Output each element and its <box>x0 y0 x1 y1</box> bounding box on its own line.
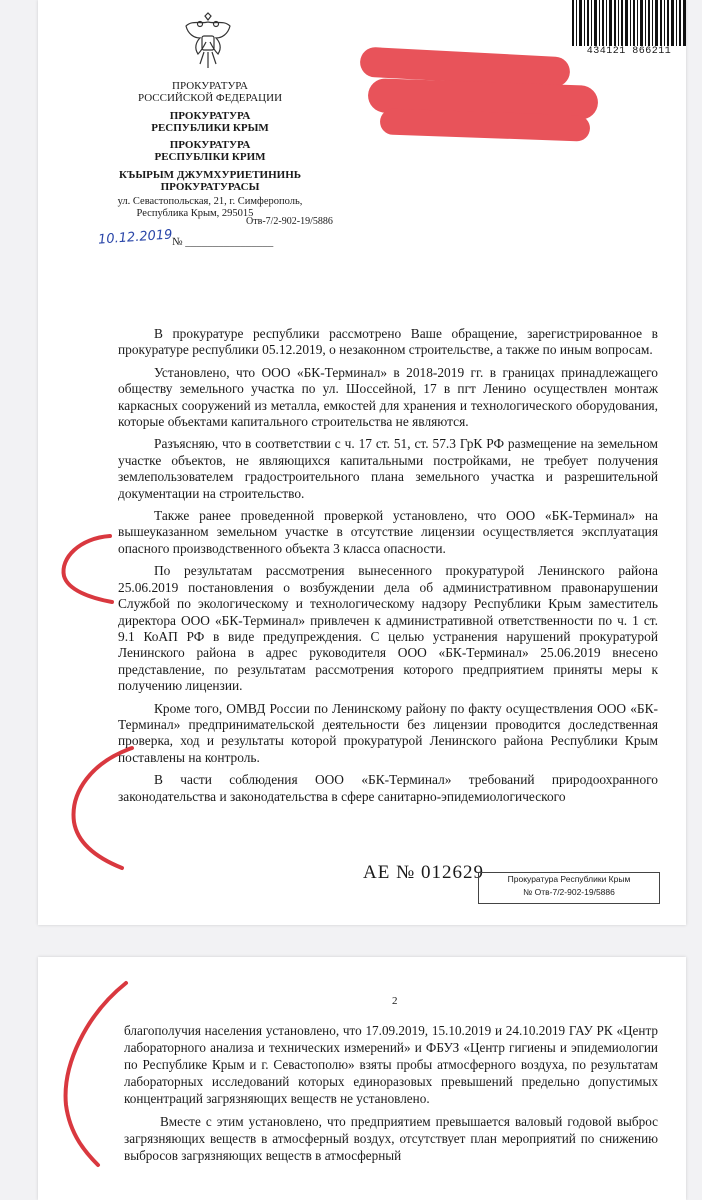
paragraph: Установлено, что ООО «БК-Терминал» в 2018-2019 гг. в границах принадлежащего обществу земельного участка по ул. Шоссейной, 17 в пгт Ленино осуществлен монтаж каркасных сооружений из металла, емкостей для хранения и технологического оборудования, которые объектами капитального строительства не являются. <box>118 364 658 430</box>
address-line-1: ул. Севастопольская, 21, г. Симферополь, <box>117 196 303 207</box>
page1-body <box>118 326 658 811</box>
paragraph: В части соблюдения ООО «БК-Терминал» требований природоохранного законодательства и законодательства в сфере санитарно-эпидемиологического <box>118 772 658 804</box>
header-org-line-3: ПРОКУРАТУРА <box>169 110 251 122</box>
handwritten-date: 10.12.2019 <box>97 227 173 248</box>
header-org-line-8: ПРОКУРАТУРАСЫ <box>160 181 260 193</box>
stamp-line-2: № Отв-7/2-902-19/5886 <box>523 887 615 897</box>
header-org-line-6: РЕСПУБЛІКИ КРИМ <box>154 151 266 163</box>
paragraph: Разъясняю, что в соответствии с ч. 17 ст. 51, ст. 57.3 ГрК РФ размещение на земельном участке объектов, не являющихся капитальными постройками, не требует получения землепользователем градостроительного плана земельного участка и разрешительной документации на строительство. <box>118 436 658 501</box>
reference-number: Отв-7/2-902-19/5886 <box>246 216 333 227</box>
paragraph: Вместе с этим установлено, что предприятием превышается валовый годовой выброс загрязняющих веществ в атмосферный воздух, отсутствует план мероприятий по снижению выбросов загрязняющих веществ в атмосферный <box>124 1114 658 1163</box>
barcode-number: 434121 866211 <box>586 46 672 57</box>
header-org-line-7: КЪЫРЫМ ДЖУМХУРИЕТИНИНЬ <box>118 169 302 181</box>
barcode-icon <box>572 0 686 46</box>
red-annotation-curve-3 <box>52 975 132 1175</box>
registration-stamp <box>478 872 660 904</box>
address-line-2: Республика Крым, 295015 <box>136 208 254 219</box>
red-annotation-curve-2 <box>62 742 142 874</box>
paragraph: По результатам рассмотрения вынесенного прокуратурой Ленинского района 25.06.2019 постановления о возбуждении дела об административном правонарушении Службой по экологическому и технологическому надзору Республики Крым заместитель директора ООО «БК-Терминал» привлечен к административной ответственности по ч. 1 ст. 9.1 КоАП РФ в виде предупреждения. С целью устранения нарушений прокуратурой Ленинского района в адрес руководителя ООО «БК-Терминал» 25.06.2019 внесено представление, по результатам рассмотрения которого предприятием приняты меры к получению лицензии. <box>118 563 658 694</box>
header-org-line-1: ПРОКУРАТУРА <box>172 80 248 92</box>
header-org-line-4: РЕСПУБЛИКИ КРЫМ <box>151 122 269 134</box>
serial-number: АЕ № 012629 <box>363 862 484 883</box>
header-org-line-5: ПРОКУРАТУРА <box>169 139 251 151</box>
stamp-line-1: Прокуратура Республики Крым <box>507 874 631 884</box>
paragraph: благополучия населения установлено, что 17.09.2019, 15.10.2019 и 24.10.2019 ГАУ РК «Центр лабораторного анализа и технических измерений» и ФБУЗ «Центр гигиены и эпидемиологии по Республике Крым и г. Севастополю» взяты пробы атмосферного воздуха, по результатам лабораторных исследований которых единоразовых превышений предельно допустимых концентраций загрязняющих веществ не установлено. <box>124 1023 658 1106</box>
red-annotation-curve-1 <box>50 528 120 608</box>
paragraph: Кроме того, ОМВД России по Ленинскому району по факту осуществления ООО «БК-Терминал» предпринимательской деятельности без лицензии проводится доследственная проверка, ход и результаты которой прокуратурой Ленинского района Республики Крым поставлены на контроль. <box>118 700 658 765</box>
page2-body <box>124 1022 658 1170</box>
paragraph: Также ранее проведенной проверкой установлено, что ООО «БК-Терминал» на вышеуказанном земельном участке в отсутствие лицензии осуществляется эксплуатация опасного производственного объекта 3 класса опасности. <box>118 508 658 556</box>
number-field: № ________________ <box>172 236 274 248</box>
page-number: 2 <box>392 995 398 1007</box>
coat-of-arms-emblem-icon <box>180 12 236 72</box>
paragraph: В прокуратуре республики рассмотрено Ваше обращение, зарегистрированное в прокуратуре республики 05.12.2019, о незаконном строительстве, а также по иным вопросам. <box>118 326 658 358</box>
header-org-line-2: РОССИЙСКОЙ ФЕДЕРАЦИИ <box>137 92 283 104</box>
